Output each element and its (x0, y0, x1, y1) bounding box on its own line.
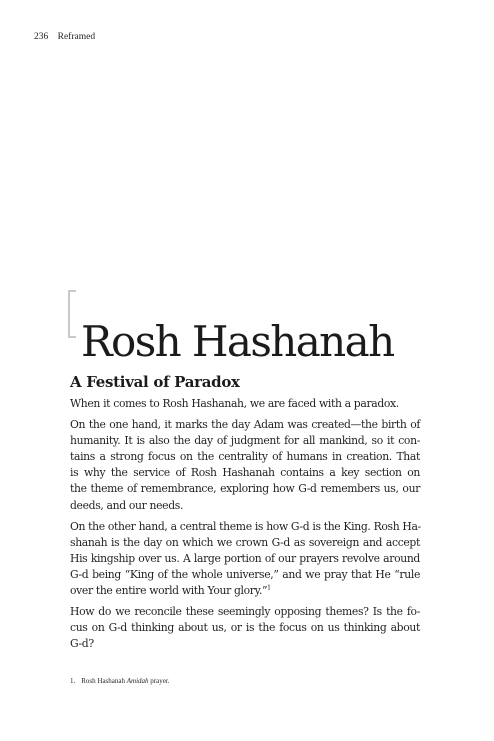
footnote (70, 677, 170, 685)
footnote-text-end: prayer. (148, 677, 170, 685)
footnote-number: 1. (70, 677, 76, 685)
text-line: His kingship over us. A large portion of our prayers revolve around (70, 551, 420, 565)
paragraph (70, 519, 420, 599)
paragraph (70, 396, 420, 412)
paragraph (70, 417, 420, 514)
text-line: How do we reconcile these seemingly opposing themes? Is the fo- (70, 605, 420, 619)
title-bracket-ornament (68, 290, 76, 338)
text-line: G-d being “King of the whole universe,” and we pray that He “rule (70, 567, 420, 581)
running-head (34, 32, 95, 42)
chapter-title: Rosh Hashanah (81, 317, 394, 367)
text-line-with-footnote (70, 583, 420, 599)
text-line: deeds, and our needs. (70, 498, 184, 512)
paragraph (70, 604, 420, 652)
footnote-italic-text: Amidah (126, 677, 149, 685)
text-line: G-d? (70, 637, 94, 651)
chapter-subtitle: A Festival of Paradox (70, 373, 240, 392)
text-line: When it comes to Rosh Hashanah, we are faced with a paradox. (70, 397, 399, 410)
text-line: humanity. It is also the day of judgment for all mankind, so it con- (70, 434, 420, 448)
footnote-reference[interactable]: 1 (267, 584, 271, 592)
running-head-section: Reframed (57, 32, 96, 42)
text-line: On the other hand, a central theme is how G-d is the King. Rosh Ha- (70, 519, 421, 533)
page-number: 236 (34, 32, 49, 42)
text-line: tains a strong focus on the centrality of humans in creation. That (70, 450, 420, 464)
text-line: is why the service of Rosh Hashanah contains a key section on (70, 466, 420, 480)
text-line-content: over the entire world with Your glory.” (70, 584, 268, 598)
text-line: On the one hand, it marks the day Adam was created—the birth of (70, 418, 420, 432)
body-text (70, 396, 420, 657)
text-line: shanah is the day on which we crown G-d as sovereign and accept (70, 535, 420, 549)
text-line: the theme of remembrance, exploring how G-d remembers us, our (70, 482, 420, 496)
text-line: cus on G-d thinking about us, or is the focus on us thinking about (70, 621, 420, 635)
chapter-title-block (68, 282, 468, 367)
footnote-text: Rosh Hashanah (81, 677, 127, 685)
